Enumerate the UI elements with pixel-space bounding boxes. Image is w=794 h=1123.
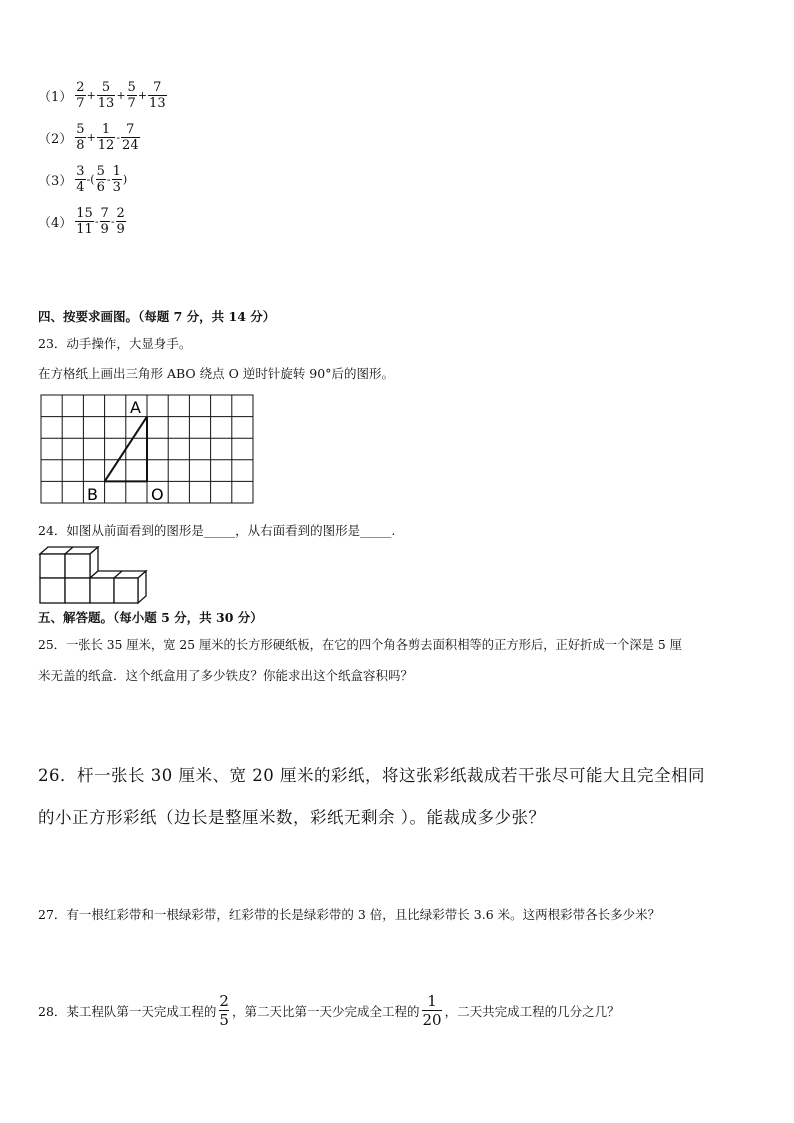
denominator: 3 [112,180,121,195]
fraction [127,80,137,111]
numerator: 2 [76,80,85,95]
numerator: 5 [127,80,136,95]
fraction [75,164,85,195]
denominator: 6 [96,180,105,195]
operator: + [137,89,148,102]
fraction [112,164,122,195]
denominator: 11 [76,222,93,237]
denominator: 9 [116,222,125,237]
numerator: 15 [76,206,93,221]
numerator: 2 [116,206,125,221]
operator: + [86,131,96,144]
q28-part2: ，第二天比第一天少完成全工程的 [231,1003,420,1019]
q23-title: 23．动手操作，大显身手。 [38,336,192,351]
denominator: 4 [76,180,85,195]
cubes-figure [38,546,150,606]
q23-instruction: 在方格纸上画出三角形 ABO 绕点 O 逆时针旋转 90°后的图形。 [38,366,394,381]
operator: - [94,215,99,228]
calc-3 [38,164,127,195]
operator: -( [86,173,95,186]
fraction [75,80,85,111]
fraction [97,80,116,111]
q24-text: 24．如图从前面看到的图形是_____，从右面看到的图形是_____. [38,523,396,538]
denominator: 12 [97,138,115,153]
calc-label: （3） [38,174,73,189]
section5-heading: 五、解答题。（每小题 5 分，共 30 分） [38,610,263,625]
label-b: B [87,485,98,504]
calc-label: （2） [38,132,73,147]
q27-text: 27．有一根红彩带和一根绿彩带，红彩带的长是绿彩带的 3 倍，且比绿彩带长 3.6 米。这两根彩带各长多少米？ [38,907,661,922]
fraction [116,206,126,237]
label-a: A [130,398,141,417]
q25-line1: 25．一张长 35 厘米，宽 25 厘米的长方形硬纸板，在它的四个角各剪去面积相等的正方形后，正好折成一个深是 5 厘 [38,638,682,652]
q26-line2: 的小正方形彩纸（边长是整厘米数，彩纸无剩余 ）。能裁成多少张？ [38,808,546,827]
operator: + [86,89,96,102]
q26-line1: 26．杆一张长 30 厘米、宽 20 厘米的彩纸，将这张彩纸裁成若干张尽可能大且完全相同 [38,766,705,785]
fraction [148,80,167,111]
calc-label: （4） [38,216,73,231]
numerator: 5 [101,80,111,95]
operator: ) [122,173,128,186]
numerator: 7 [153,80,162,95]
numerator: 3 [76,164,85,179]
numerator: 5 [76,122,85,137]
q28-text [38,992,620,1029]
q28-fraction-2: $\frac{1}{20}$ [422,992,442,1029]
denominator: 9 [100,222,109,237]
operator: - [110,215,115,228]
denominator: 7 [76,96,85,111]
q28-part3: ，二天共完成工程的几分之几？ [444,1003,620,1019]
numerator: 5 [96,164,105,179]
grid-figure [40,394,256,506]
q28-fraction-1: $\frac{2}{5}$ [219,992,229,1029]
denominator: 13 [97,96,115,111]
denominator: 8 [76,138,85,153]
numerator: 7 [100,206,109,221]
denominator: 13 [149,96,166,111]
denominator: 24 [122,138,139,153]
fraction [100,206,110,237]
numerator: 1 [112,164,121,179]
calc-1 [38,80,168,111]
fraction [97,122,116,153]
numerator: 1 [101,122,111,137]
section4-heading: 四、按要求画图。（每题 7 分，共 14 分） [38,309,276,324]
fraction [121,122,140,153]
q28-part1: 28．某工程队第一天完成工程的 [38,1003,217,1019]
operator: - [116,131,121,144]
numerator: 7 [126,122,135,137]
fraction [75,206,94,237]
operator: - [106,173,111,186]
q25-line2: 米无盖的纸盒．这个纸盒用了多少铁皮？你能求出这个纸盒容积吗？ [38,668,414,683]
fraction [75,122,85,153]
denominator: 7 [127,96,136,111]
calc-4 [38,206,127,237]
fraction [96,164,106,195]
label-o: O [151,485,164,504]
calc-label: （1） [38,90,73,105]
operator: + [116,89,126,102]
calc-2 [38,122,141,153]
